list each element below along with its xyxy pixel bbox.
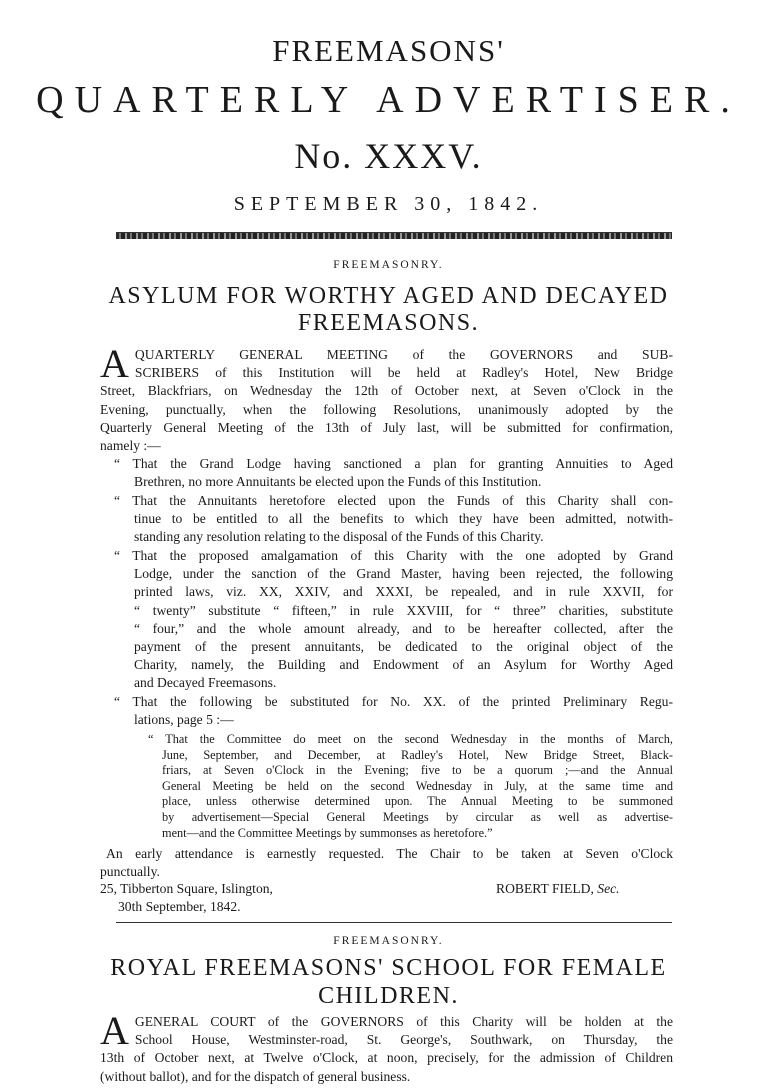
resolution-line: Charity, namely, the Building and Endowment of an Asylum for Worthy Aged xyxy=(134,657,673,673)
quoted-rule xyxy=(100,732,673,841)
ornamental-rule xyxy=(116,232,672,239)
notice1-intro xyxy=(100,341,673,455)
resolution-line: “ That the Annuitants heretofore elected upon the Funds of this Charity shall con- xyxy=(114,493,673,508)
intro-line: SCRIBERS of this Institution will be held at Radley's Hotel, New Bridge xyxy=(134,365,673,381)
resolution-3 xyxy=(100,547,673,693)
intro-line: QUARTERLY GENERAL MEETING of the GOVERNORS and SUB- xyxy=(134,347,673,362)
resolution-line: printed laws, viz. XX, XXIV, and XXXI, be repealed, and in rule XXVII, for xyxy=(134,584,673,600)
notice-title-line1: ASYLUM FOR WORTHY AGED AND DECAYED xyxy=(108,283,669,309)
resolution-2 xyxy=(100,492,673,547)
rule-line: “ That the Committee do meet on the second Wednesday in the months of March, xyxy=(148,732,673,746)
closing-paragraph xyxy=(100,845,673,881)
rule-line: by advertisement—Special General Meetings by circular as well as advertise- xyxy=(162,809,673,824)
drop-cap-2: A xyxy=(100,1008,129,1053)
resolution-line: Brethren, no more Annuitants be elected upon the Funds of this Institution. xyxy=(134,474,542,490)
resolution-4 xyxy=(100,693,673,729)
resolution-line: standing any resolution relating to the disposal of the Funds of this Charity. xyxy=(134,529,544,545)
signature xyxy=(496,881,620,897)
resolution-line: “ four,” and the whole amount already, and to be hereafter collected, after the xyxy=(134,620,673,636)
resolution-line: and Decayed Freemasons. xyxy=(134,675,277,691)
divider-rule xyxy=(116,922,672,923)
resolution-line: Lodge, under the sanction of the Grand Master, having been rejected, the following xyxy=(134,566,673,582)
resolution-line: tinue to be entitled to all the benefits to which they have been admitted, notwith- xyxy=(134,511,673,527)
intro-line: namely :— xyxy=(100,437,161,453)
body-line: (without ballot), and for the dispatch of general business. xyxy=(100,1068,411,1084)
section-heading-2: FREEMASONRY. xyxy=(333,935,444,947)
body-line: 13th of October next, at Twelve o'Clock, at noon, precisely, for the admission of Children xyxy=(100,1050,673,1066)
rule-line: ment—and the Committee Meetings by summonses as heretofore.” xyxy=(162,825,493,840)
masthead-subtitle: QUARTERLY ADVERTISER. xyxy=(36,79,741,121)
issue-date: SEPTEMBER 30, 1842. xyxy=(233,193,544,215)
body-line: School House, Westminster-road, St. George's, Southwark, on Thursday, the xyxy=(134,1032,673,1048)
body-line: GENERAL COURT of the GOVERNORS of this Charity will be holden at the xyxy=(134,1014,673,1029)
resolution-line: payment of the present annuitants, be dedicated to the original object of the xyxy=(134,638,673,654)
resolution-1 xyxy=(100,455,673,491)
issue-number: No. XXXV. xyxy=(294,136,483,176)
rule-line: friars, at Seven o'Clock in the Evening; five to be a quorum ;—and the Annual xyxy=(162,763,673,778)
notice-title-line2: FREEMASONS. xyxy=(297,310,480,336)
intro-line: Evening, punctually, when the following Resolutions, unanimously adopted by the xyxy=(100,401,673,417)
resolution-line: lations, page 5 :— xyxy=(134,712,234,728)
signatory-title: Sec. xyxy=(597,881,620,896)
section-heading: FREEMASONRY. xyxy=(333,259,444,271)
resolution-line: “ That the proposed amalgamation of this Charity with the one adopted by Grand xyxy=(114,548,673,563)
dated-line: 30th September, 1842. xyxy=(118,899,241,914)
rule-line: June, September, and December, at Radley's Hotel, New Bridge Street, Black- xyxy=(162,747,673,762)
intro-line: Quarterly General Meeting of the 13th of July last, will be submitted for confirmation, xyxy=(100,419,673,435)
intro-line: Street, Blackfriars, on Wednesday the 12th of October next, at Seven o'Clock in the xyxy=(100,383,673,399)
resolution-line: “ That the Grand Lodge having sanctioned a plan for granting Annuities to Aged xyxy=(114,456,673,471)
resolution-line: “ twenty” substitute “ fifteen,” in rule XXVIII, for “ three” charities, substitute xyxy=(134,602,673,618)
drop-cap: A xyxy=(100,341,129,386)
masthead-title: FREEMASONS' xyxy=(272,33,505,68)
closing-line: An early attendance is earnestly requested. The Chair to be taken at Seven o'Clock xyxy=(106,846,673,861)
rule-line: place, unless otherwise determined upon. The Annual Meeting to be summoned xyxy=(162,794,673,809)
notice2-body xyxy=(100,1008,673,1086)
rule-line: General Meeting be held on the second Wednesday in July, at the same time and xyxy=(162,778,673,793)
address-line: 25, Tibberton Square, Islington, xyxy=(100,881,273,896)
closing-line: punctually. xyxy=(100,864,160,880)
signatory-name: ROBERT FIELD, xyxy=(496,881,594,896)
notice2-title-line1: ROYAL FREEMASONS' SCHOOL FOR FEMALE xyxy=(110,955,667,981)
notice2-title-line2: CHILDREN. xyxy=(318,983,459,1009)
resolution-line: “ That the following be substituted for No. XX. of the printed Preliminary Regu- xyxy=(114,694,673,709)
